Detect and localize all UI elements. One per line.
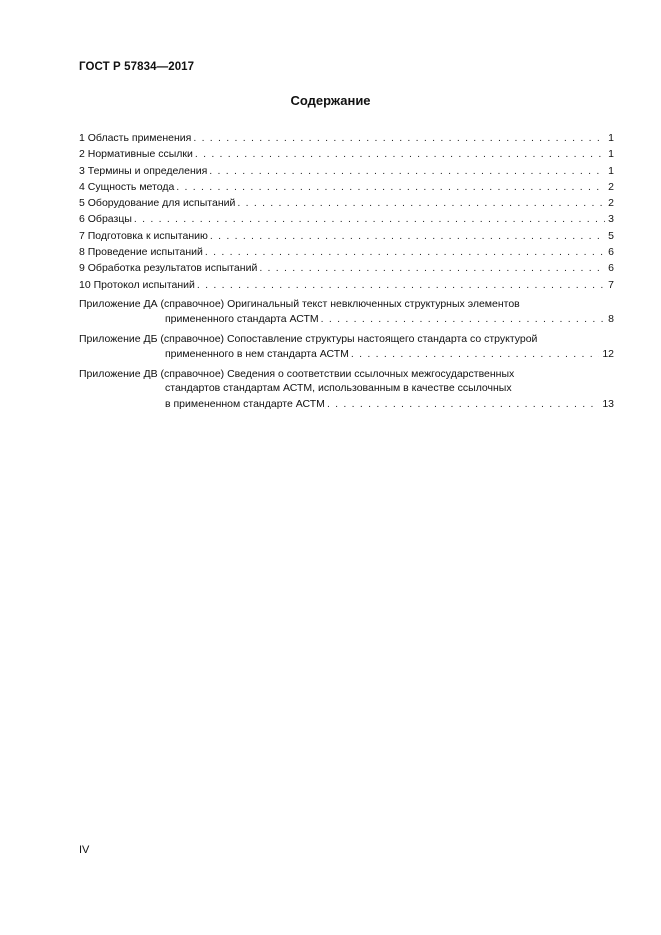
dot-leader [237,195,605,211]
toc-entry-page: 6 [608,262,614,275]
appendix-title-line: Приложение ДВ (справочное) Сведения о соответствии ссылочных межгосударственных [79,367,515,380]
toc-entry-page: 8 [608,313,614,326]
appendix-title-line: Приложение ДА (справочное) Оригинальный текст невключенных структурных элементов [79,297,520,310]
toc-entry-label: 3 Термины и определения [79,164,208,177]
dot-leader [210,228,605,244]
toc-appendix-entry[interactable] [79,367,614,412]
toc-entry[interactable] [79,163,614,179]
appendix-title-line: в примененном стандарте АСТМ [165,397,325,410]
toc-entry-label: 7 Подготовка к испытанию [79,229,208,242]
toc-entry-page: 1 [608,164,614,177]
toc-appendix-entry[interactable] [79,332,614,363]
appendix-last-line [79,396,614,412]
appendix-title-line: Приложение ДБ (справочное) Сопоставление структуры настоящего стандарта со структурой [79,332,538,345]
toc-entry-page: 6 [608,246,614,259]
toc-entry-label: 1 Область применения [79,132,192,144]
toc-entry-page: 1 [608,132,614,144]
toc-entry-label: 4 Сущность метода [79,180,175,193]
toc-entry-label: 6 Образцы [79,213,132,226]
dot-leader [205,244,605,260]
toc-entry[interactable] [79,228,614,244]
dot-leader [259,260,605,276]
toc-entry[interactable] [79,277,614,293]
toc-entry-label: 5 Оборудование для испытаний [79,197,236,210]
appendix-last-line [79,311,614,327]
toc-entry-page: 2 [608,180,614,193]
appendix-title-line: стандартов стандартам АСТМ, использованным в качестве ссылочных [165,382,512,395]
table-of-contents [79,130,614,412]
toc-appendix-entry[interactable] [79,297,614,328]
toc-entry-label: 9 Обработка результатов испытаний [79,262,258,275]
appendix-last-line [79,346,614,362]
dot-leader [195,146,605,162]
dot-leader [193,130,605,146]
toc-entry-page: 1 [608,148,614,161]
dot-leader [321,311,606,327]
toc-entry-page: 2 [608,197,614,210]
toc-entry[interactable] [79,179,614,195]
toc-entry[interactable] [79,195,614,211]
toc-entry[interactable] [79,130,614,146]
toc-entry[interactable] [79,260,614,276]
dot-leader [209,163,605,179]
appendix-title-line: примененного стандарта АСТМ [165,313,319,326]
toc-entry-page: 12 [602,348,614,361]
page-title: Содержание [290,93,371,108]
toc-entry[interactable] [79,211,614,227]
dot-leader [197,277,605,293]
toc-entry-label: 8 Проведение испытаний [79,246,203,259]
toc-entry-label: 10 Протокол испытаний [79,278,195,291]
dot-leader [134,211,605,227]
toc-entry-page: 3 [608,213,614,226]
toc-entry[interactable] [79,244,614,260]
appendix-title-line: примененного в нем стандарта АСТМ [165,348,349,361]
toc-entry[interactable] [79,146,614,162]
toc-entry-page: 13 [602,397,614,410]
standard-code: ГОСТ Р 57834—2017 [79,61,195,73]
toc-entry-page: 7 [608,278,614,291]
page-number: IV [79,844,90,856]
dot-leader [176,179,605,195]
toc-entry-label: 2 Нормативные ссылки [79,148,193,161]
toc-entry-page: 5 [608,229,614,242]
dot-leader [327,396,599,412]
dot-leader [351,346,599,362]
